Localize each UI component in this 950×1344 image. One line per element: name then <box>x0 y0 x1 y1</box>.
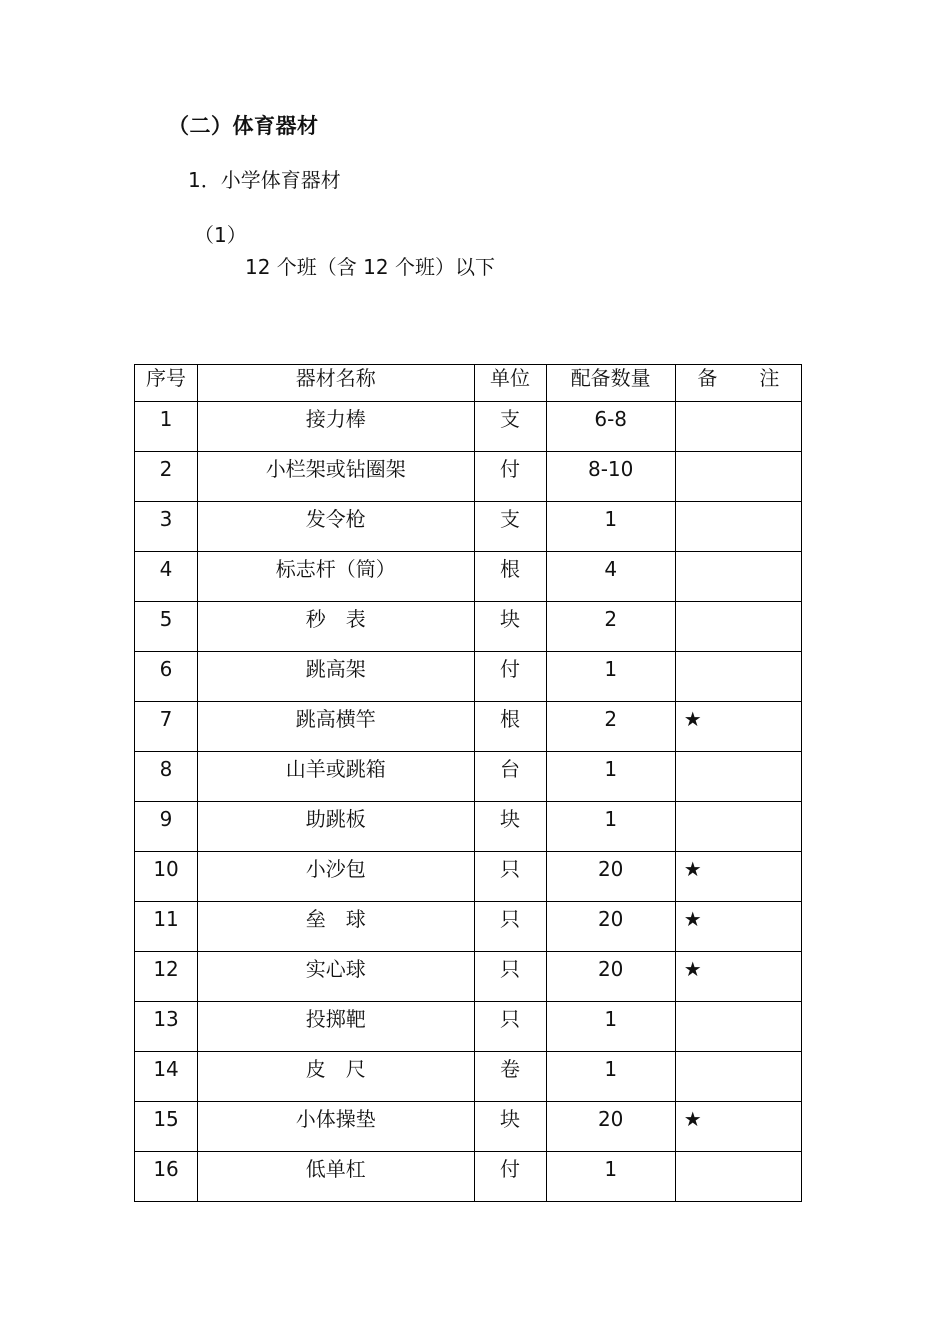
table-row <box>135 1052 802 1102</box>
table-row <box>135 1002 802 1052</box>
cell-unit: 根 <box>474 702 546 752</box>
cell-no: 4 <box>135 552 198 602</box>
cell-name: 实心球 <box>198 952 474 1002</box>
cell-name: 发令枪 <box>198 502 474 552</box>
cell-qty: 1 <box>546 802 675 852</box>
subsection-heading: 1．小学体育器材 <box>188 168 341 192</box>
cell-no: 9 <box>135 802 198 852</box>
cell-qty: 1 <box>546 1052 675 1102</box>
cell-unit: 台 <box>474 752 546 802</box>
header-qty: 配备数量 <box>546 365 675 402</box>
table-row <box>135 402 802 452</box>
cell-name: 低单杠 <box>198 1152 474 1202</box>
cell-unit: 支 <box>474 502 546 552</box>
table-row <box>135 1152 802 1202</box>
cell-name: 标志杆（筒） <box>198 552 474 602</box>
cell-name: 小沙包 <box>198 852 474 902</box>
cell-note <box>675 502 801 552</box>
cell-unit: 块 <box>474 602 546 652</box>
equipment-table <box>134 364 802 1202</box>
header-no: 序号 <box>135 365 198 402</box>
cell-qty: 20 <box>546 902 675 952</box>
cell-unit: 块 <box>474 802 546 852</box>
cell-note <box>675 452 801 502</box>
cell-name: 助跳板 <box>198 802 474 852</box>
section-heading: （二）体育器材 <box>168 114 319 138</box>
table-row <box>135 652 802 702</box>
cell-note: ★ <box>675 702 801 752</box>
cell-no: 14 <box>135 1052 198 1102</box>
item-description: 12 个班（含 12 个班）以下 <box>245 255 495 279</box>
table-row <box>135 952 802 1002</box>
table-row <box>135 502 802 552</box>
cell-qty: 1 <box>546 752 675 802</box>
cell-name: 小栏架或钻圈架 <box>198 452 474 502</box>
table-row <box>135 902 802 952</box>
cell-note <box>675 552 801 602</box>
cell-name: 秒 表 <box>198 602 474 652</box>
cell-unit: 只 <box>474 1002 546 1052</box>
cell-no: 8 <box>135 752 198 802</box>
cell-no: 3 <box>135 502 198 552</box>
cell-no: 13 <box>135 1002 198 1052</box>
cell-qty: 20 <box>546 952 675 1002</box>
table-row <box>135 852 802 902</box>
cell-no: 16 <box>135 1152 198 1202</box>
cell-note <box>675 1052 801 1102</box>
cell-unit: 卷 <box>474 1052 546 1102</box>
cell-note: ★ <box>675 952 801 1002</box>
cell-name: 跳高横竿 <box>198 702 474 752</box>
cell-note <box>675 1002 801 1052</box>
cell-note <box>675 402 801 452</box>
cell-name: 皮 尺 <box>198 1052 474 1102</box>
cell-unit: 只 <box>474 902 546 952</box>
table-row <box>135 802 802 852</box>
item-number: （1） <box>194 223 247 247</box>
cell-no: 6 <box>135 652 198 702</box>
cell-unit: 付 <box>474 652 546 702</box>
cell-note <box>675 652 801 702</box>
cell-note: ★ <box>675 1102 801 1152</box>
table-row <box>135 702 802 752</box>
cell-qty: 1 <box>546 1152 675 1202</box>
cell-note <box>675 1152 801 1202</box>
cell-unit: 块 <box>474 1102 546 1152</box>
cell-note <box>675 802 801 852</box>
cell-no: 5 <box>135 602 198 652</box>
cell-unit: 付 <box>474 452 546 502</box>
cell-unit: 只 <box>474 852 546 902</box>
cell-note <box>675 602 801 652</box>
header-note-b: 注 <box>759 366 780 390</box>
cell-no: 11 <box>135 902 198 952</box>
cell-no: 12 <box>135 952 198 1002</box>
table-row <box>135 452 802 502</box>
header-name: 器材名称 <box>198 365 474 402</box>
table-row <box>135 752 802 802</box>
cell-unit: 付 <box>474 1152 546 1202</box>
cell-qty: 20 <box>546 852 675 902</box>
table-header-row <box>135 365 802 402</box>
cell-qty: 20 <box>546 1102 675 1152</box>
cell-no: 7 <box>135 702 198 752</box>
cell-unit: 只 <box>474 952 546 1002</box>
cell-name: 小体操垫 <box>198 1102 474 1152</box>
cell-no: 1 <box>135 402 198 452</box>
cell-name: 投掷靶 <box>198 1002 474 1052</box>
cell-note <box>675 752 801 802</box>
cell-qty: 8-10 <box>546 452 675 502</box>
cell-qty: 1 <box>546 502 675 552</box>
cell-no: 15 <box>135 1102 198 1152</box>
cell-no: 10 <box>135 852 198 902</box>
cell-name: 跳高架 <box>198 652 474 702</box>
cell-name: 山羊或跳箱 <box>198 752 474 802</box>
cell-qty: 4 <box>546 552 675 602</box>
cell-note: ★ <box>675 902 801 952</box>
table-row <box>135 602 802 652</box>
cell-unit: 支 <box>474 402 546 452</box>
header-note-a: 备 <box>697 366 718 390</box>
table-row <box>135 552 802 602</box>
cell-qty: 6-8 <box>546 402 675 452</box>
header-note <box>675 365 801 402</box>
cell-qty: 1 <box>546 652 675 702</box>
cell-unit: 根 <box>474 552 546 602</box>
cell-no: 2 <box>135 452 198 502</box>
table-row <box>135 1102 802 1152</box>
cell-qty: 2 <box>546 602 675 652</box>
table-body <box>135 402 802 1202</box>
header-unit: 单位 <box>474 365 546 402</box>
cell-name: 垒 球 <box>198 902 474 952</box>
cell-note: ★ <box>675 852 801 902</box>
cell-name: 接力棒 <box>198 402 474 452</box>
cell-qty: 1 <box>546 1002 675 1052</box>
cell-qty: 2 <box>546 702 675 752</box>
